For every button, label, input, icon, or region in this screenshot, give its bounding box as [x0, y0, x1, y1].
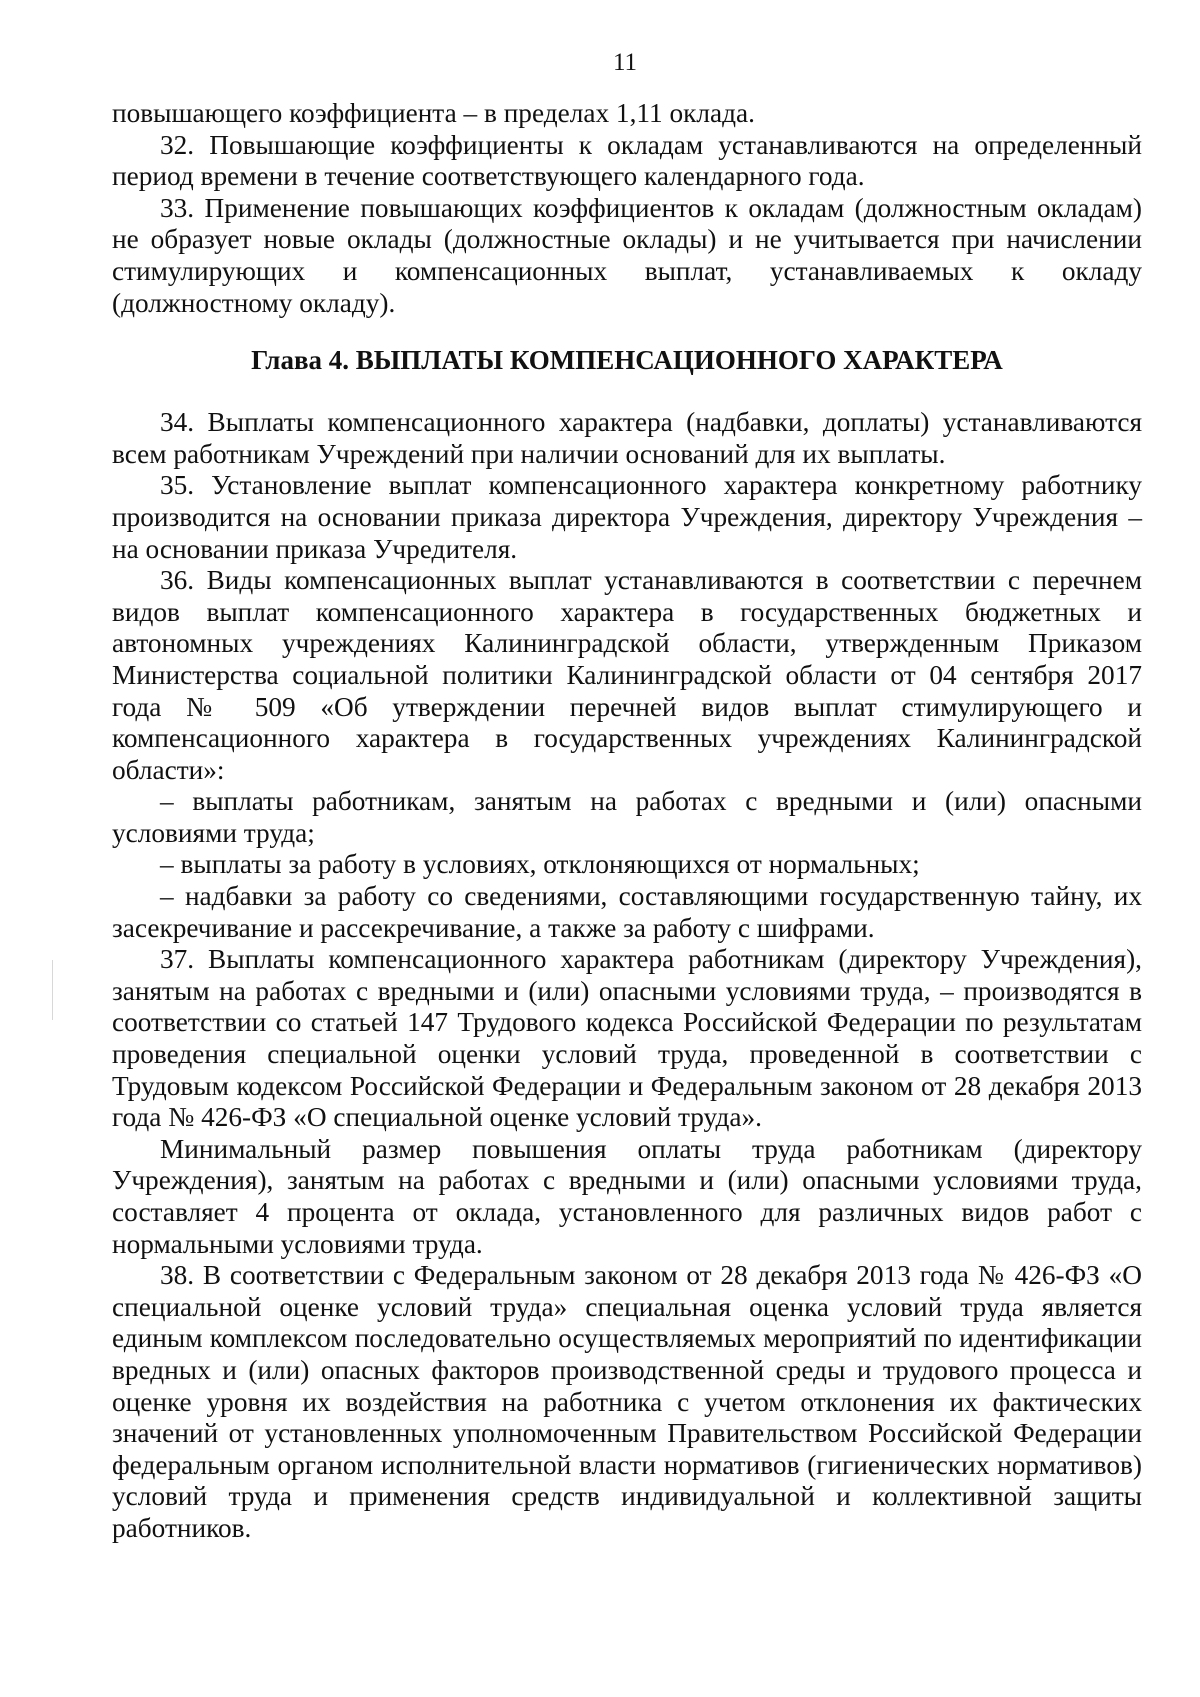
list-item-state-secret: – надбавки за работу со сведениями, составляющими государственную тайну, их засекречивание и рассекречивание, а также за работу с шифрами.	[112, 881, 1142, 943]
paragraph-continuation: повышающего коэффициента – в пределах 1,11 оклада.	[112, 98, 755, 128]
paragraph-34: 34. Выплаты компенсационного характера (надбавки, доплаты) устанавливаются всем работникам Учреждений при наличии оснований для их выплаты.	[112, 407, 1142, 469]
paragraph-38: 38. В соответствии с Федеральным законом от 28 декабря 2013 года № 426-ФЗ «О специальной оценке условий труда» специальная оценка условий труда является единым комплексом последовательно осуществляемых мероприятий по идентификации вредных и (или) опасных факторов производственной среды и трудового процесса и оценке уровня их воздействия на работника с учетом отклонения их фактических значений от установленных уполномоченным Правительством Российской Федерации федеральным органом исполнительной власти нормативов (гигиенических нормативов) условий труда и применения средств индивидуальной и коллективной защиты работников.	[112, 1260, 1142, 1543]
list-item-harmful-conditions: – выплаты работникам, занятым на работах с вредными и (или) опасными условиями труда;	[112, 786, 1142, 848]
paragraph-35: 35. Установление выплат компенсационного характера конкретному работнику производится на основании приказа директора Учреждения, директору Учреждения – на основании приказа Учредителя.	[112, 470, 1142, 564]
paragraph-32: 32. Повышающие коэффициенты к окладам устанавливаются на определенный период времени в течение соответствующего календарного года.	[112, 129, 1142, 192]
paragraph-minimum-raise: Минимальный размер повышения оплаты труда работникам (директору Учреждения), занятым на работах с вредными и (или) опасными условиями труда, составляет 4 процента от оклада, установленного для различных видов работ с нормальными условиями труда.	[112, 1133, 1142, 1259]
chapter-title: Глава 4. ВЫПЛАТЫ КОМПЕНСАЦИОННОГО ХАРАКТЕРА	[251, 345, 1003, 376]
paragraph-36: 36. Виды компенсационных выплат устанавливаются в соответствии с перечнем видов выплат компенсационного характера в государственных бюджетных и автономных учреждениях Калининградской области, утвержденным Приказом Министерства социальной политики Калининградской области от 04 сентября 2017 года № 509 «Об утверждении перечней видов выплат стимулирующего и компенсационного характера в государственных учреждениях Калининградской области»:	[112, 565, 1142, 785]
page-number: 11	[612, 49, 638, 76]
paragraph-33: 33. Применение повышающих коэффициентов к окладам (должностным окладам) не образует новые оклады (должностные оклады) и не учитывается при начислении стимулирующих и компенсационных выплат, устанавливаемых к окладу (должностному окладу).	[112, 192, 1142, 318]
document-body	[112, 98, 1142, 1545]
scan-artifact-line	[52, 960, 53, 1020]
paragraph-37: 37. Выплаты компенсационного характера работникам (директору Учреждения), занятым на работах с вредными и (или) опасными условиями труда, – производятся в соответствии со статьей 147 Трудового кодекса Российской Федерации по результатам проведения специальной оценки условий труда, проведенной в соответствии с Трудовым кодексом Российской Федерации и Федеральным законом от 28 декабря 2013 года № 426-ФЗ «О специальной оценке условий труда».	[112, 944, 1142, 1133]
list-item-abnormal-conditions: – выплаты за работу в условиях, отклоняющихся от нормальных;	[160, 849, 920, 880]
